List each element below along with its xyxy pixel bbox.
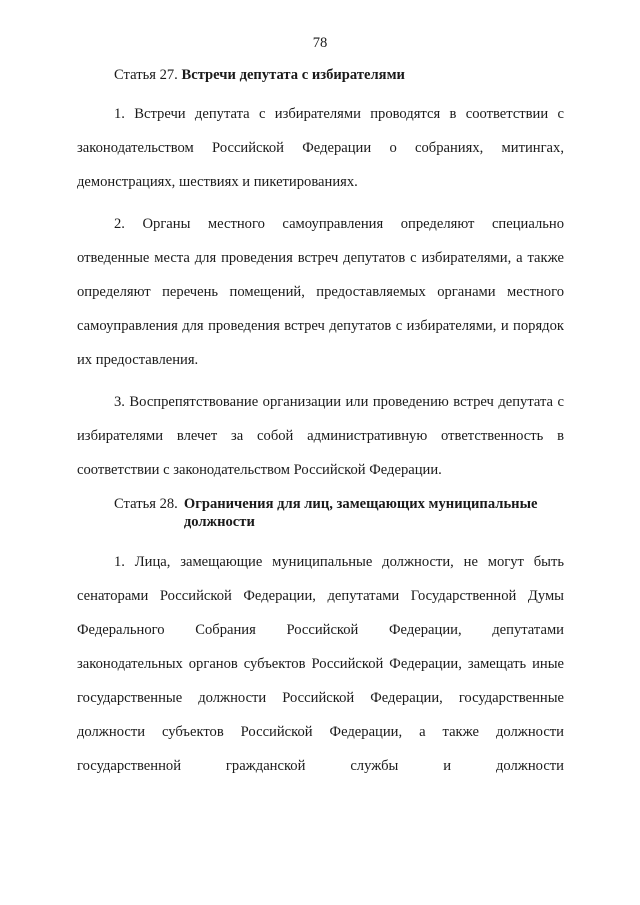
page-number: 78: [312, 35, 328, 51]
article-28-label: Статья 28.: [114, 496, 178, 512]
article-27-heading: [77, 66, 564, 84]
article-27-label: Статья 27.: [114, 67, 178, 83]
article-28-title: Ограничения для лиц, замещающих муниципальные должности: [183, 496, 538, 530]
article-27-paragraph-1: 1. Встречи депутата с избирателями проводятся в соответствии с законодательством Российской Федерации о собраниях, митингах, демонстрациях, шествиях и пикетированиях.: [77, 106, 564, 190]
article-27-paragraph-3: 3. Воспрепятствование организации или проведению встреч депутата с избирателями влечет за собой административную ответственность в соответствии с законодательством Российской Федерации.: [77, 394, 564, 478]
article-27-title: Встречи депутата с избирателями: [181, 67, 405, 83]
article-27-paragraph-2: 2. Органы местного самоуправления определяют специально отведенные места для проведения встреч депутатов с избирателями, а также определяют перечень помещений, предоставляемых органами местного самоуправления для проведения встреч депутатов с избирателями, и порядок их предоставления.: [77, 216, 564, 368]
article-28-paragraph-1: 1. Лица, замещающие муниципальные должности, не могут быть сенаторами Российской Федерации, депутатами Государственной Думы Федерального Собрания Российской Федерации, депутатами законодательных органов субъектов Российской Федерации, замещать иные государственные должности Российской Федерации, государственные должности субъектов Российской Федерации, а также должности государственной гражданской службы и должности: [77, 554, 564, 774]
document-body: [77, 66, 564, 791]
article-28-heading: [114, 495, 564, 531]
